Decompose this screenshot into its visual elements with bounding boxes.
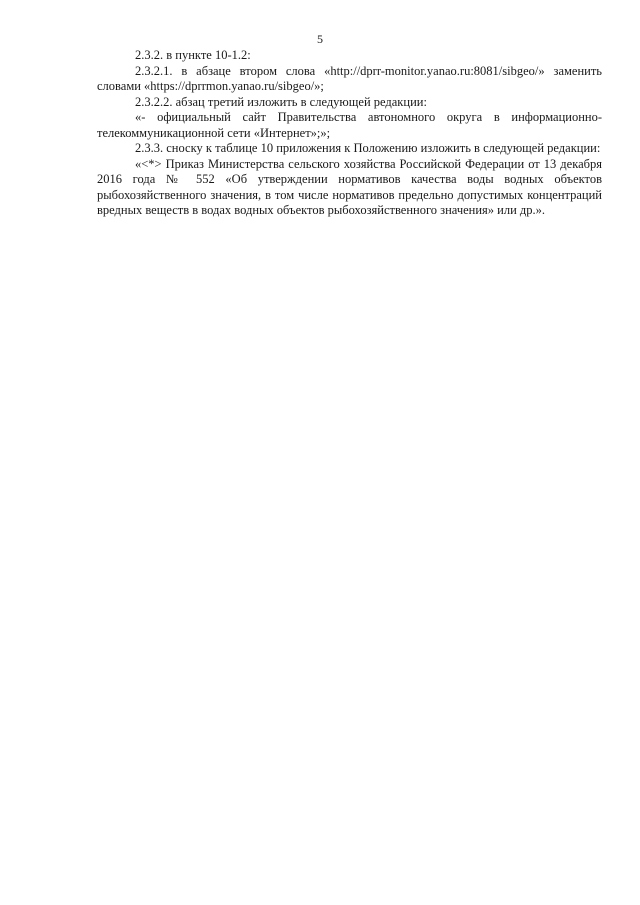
page-number: 5 bbox=[317, 32, 323, 46]
paragraph-2-3-3: 2.3.3. сноску к таблице 10 приложения к Положению изложить в следующей редакции: bbox=[135, 141, 601, 155]
paragraph-2-3-2-1: 2.3.2.1. в абзаце втором слова «http://dprr-monitor.yanao.ru:8081/sibgeo/» заменить словами «https://dprrmon.yanao.ru/sibgeo/»; bbox=[97, 63, 602, 93]
paragraph-2-3-2-2: 2.3.2.2. абзац третий изложить в следующей редакции: bbox=[135, 94, 427, 109]
paragraph-2-3-2: 2.3.2. в пункте 10-1.2: bbox=[135, 48, 251, 62]
paragraph-official-site: «- официальный сайт Правительства автономного округа в информационно-телекоммуникационной сети «Интернет»;»; bbox=[97, 110, 602, 140]
paragraph-footnote: «<*> Приказ Министерства сельского хозяйства Российской Федерации от 13 декабря 2016 года № 552 «Об утверждении нормативов качества воды водных объектов рыбохозяйственного значения, в том числе нормативов предельно допустимых концентраций вредных веществ в водах водных объектов рыбохозяйственного значения» или др.». bbox=[97, 156, 602, 217]
document-body bbox=[97, 48, 602, 219]
